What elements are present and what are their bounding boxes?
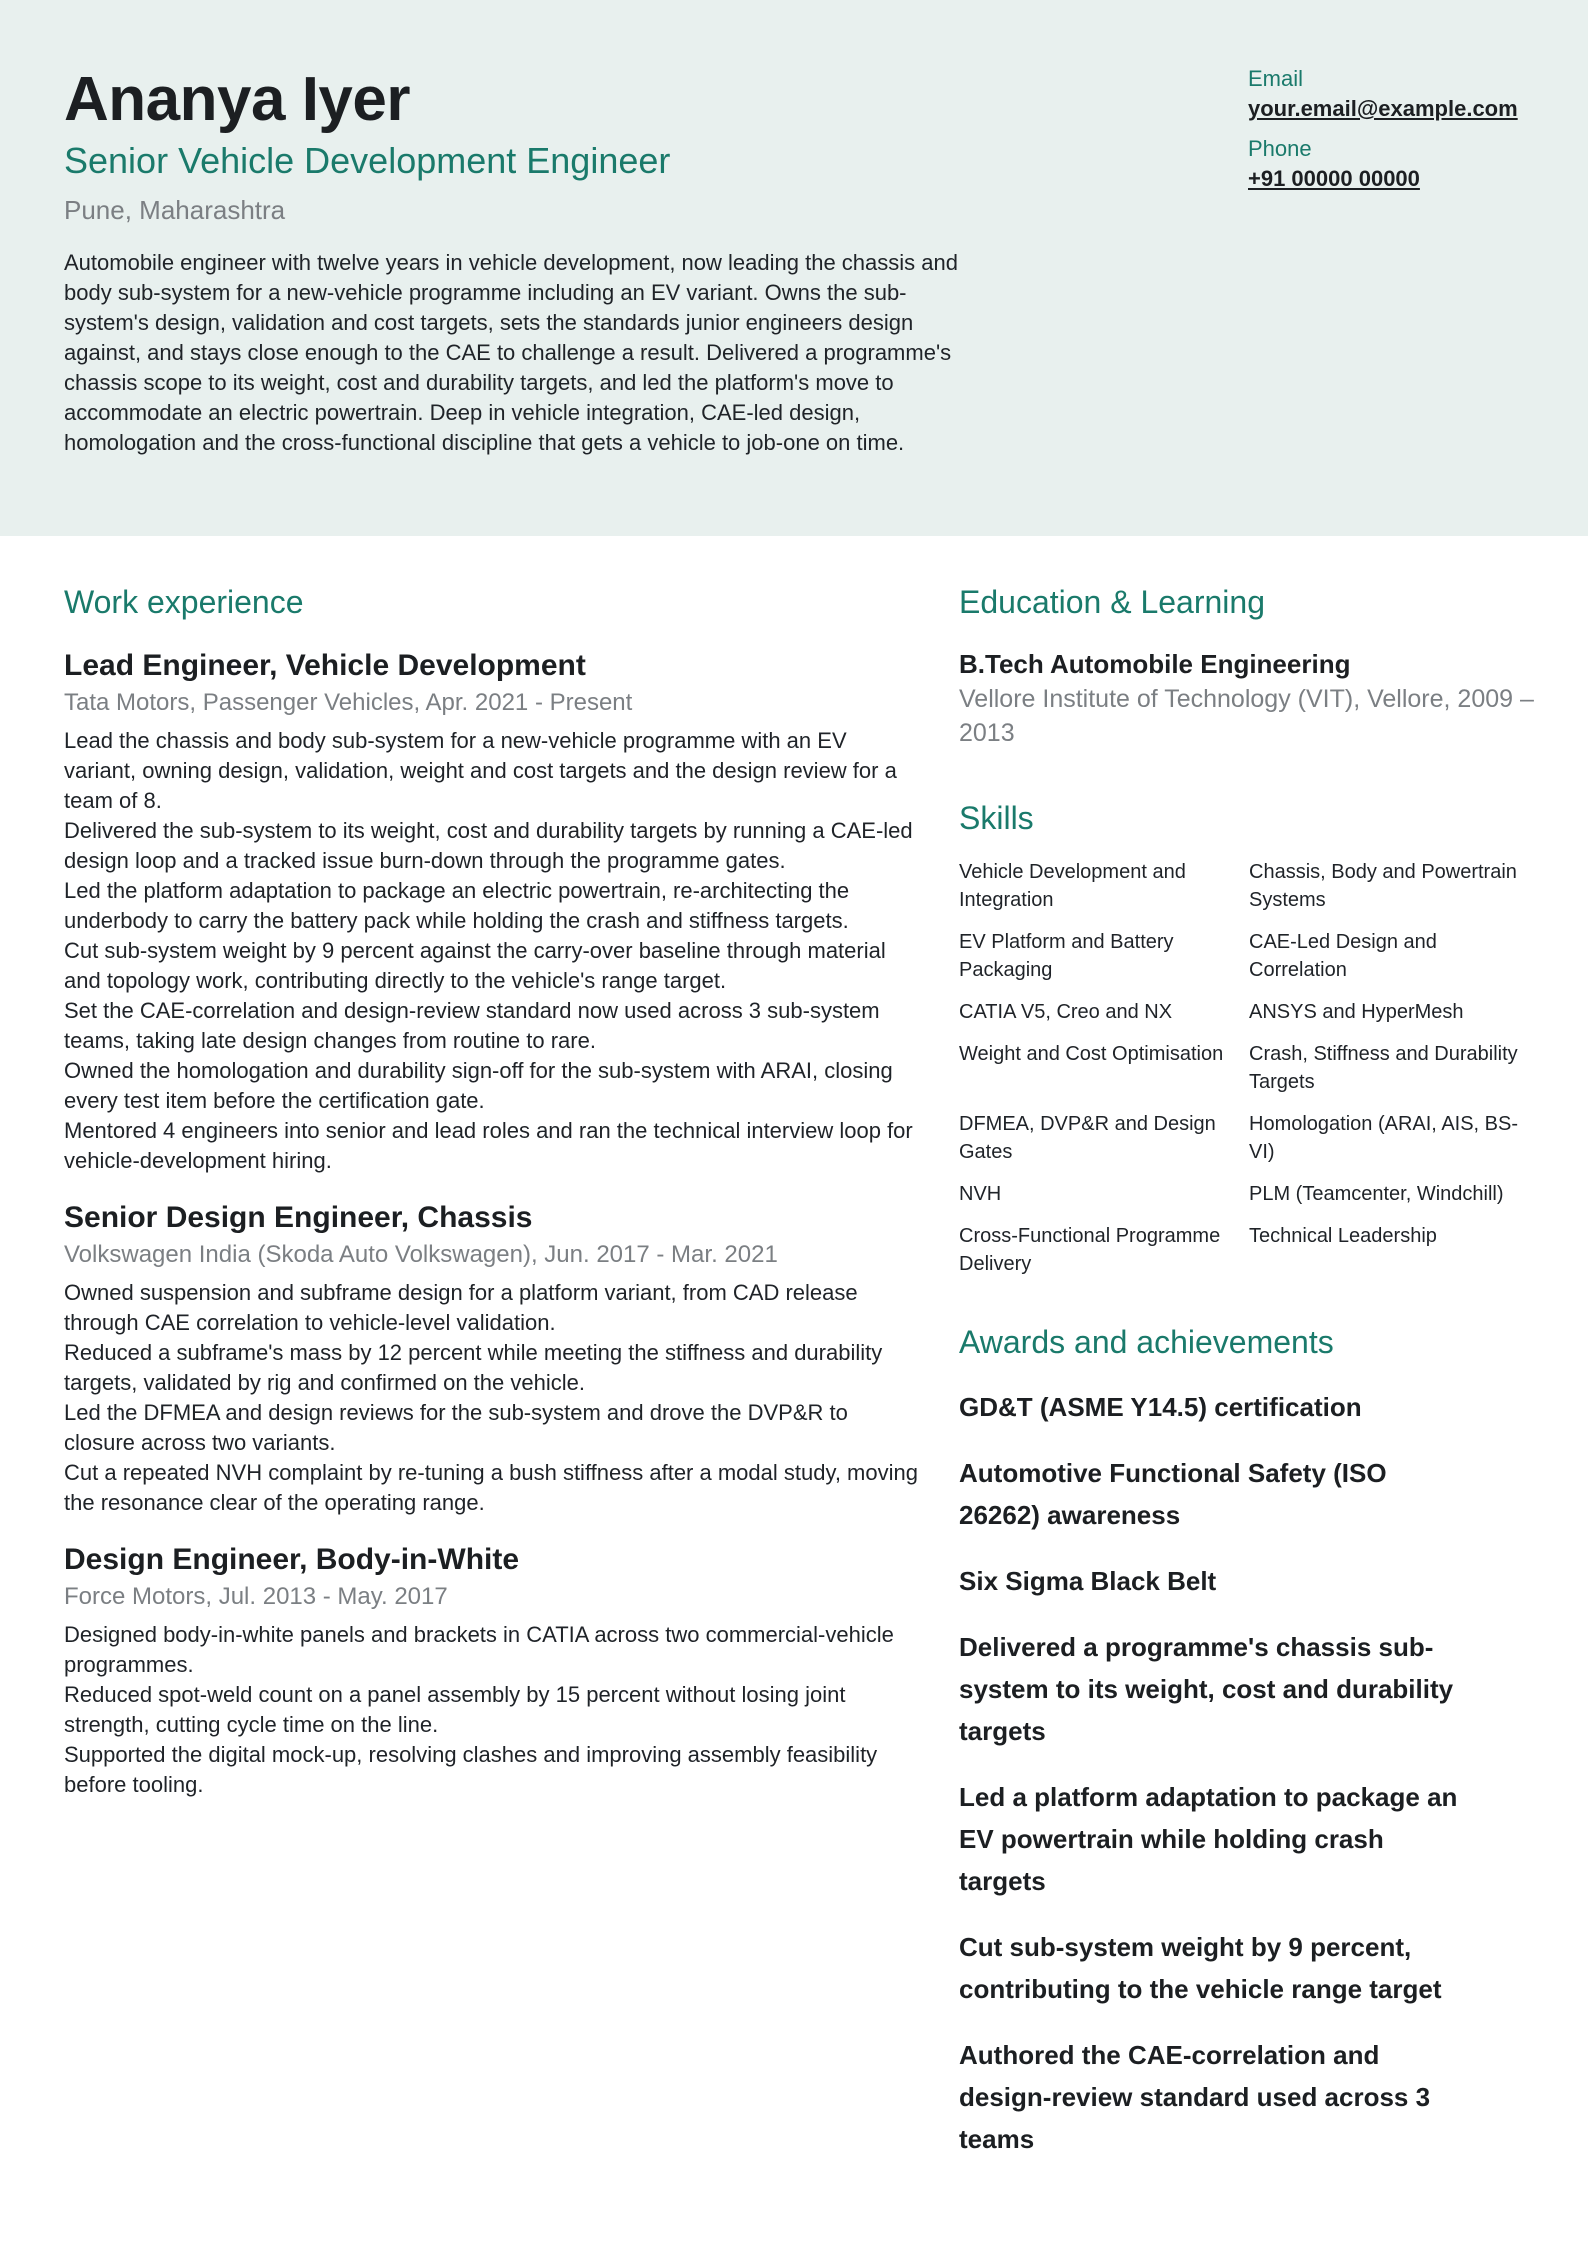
school: Vellore Institute of Technology (VIT), Vellore, 2009 – 2013 xyxy=(959,685,1534,747)
job-bullet: Cut sub-system weight by 9 percent against the carry-over baseline through material and topology work, contributing directly to the vehicle's range target. xyxy=(64,938,886,993)
job-bullet: Cut a repeated NVH complaint by re-tuning a bush stiffness after a modal study, moving the resonance clear of the operating range. xyxy=(64,1460,918,1515)
work-experience-heading: Work experience xyxy=(64,584,304,620)
job-bullet: Delivered the sub-system to its weight, cost and durability targets by running a CAE-led design loop and a tracked issue burn-down through the programme gates. xyxy=(64,818,913,873)
email-label: Email xyxy=(1248,66,1304,91)
awards-list xyxy=(959,1386,1539,2160)
skill-item: Technical Leadership xyxy=(1249,1225,1437,1247)
skill-item: EV Platform and Battery Packaging xyxy=(959,931,1174,981)
skills-heading: Skills xyxy=(959,800,1034,836)
job-role: Senior Vehicle Development Engineer xyxy=(64,140,671,181)
award-item: Automotive Functional Safety (ISO 26262) awareness xyxy=(959,1458,1387,1530)
job-bullet: Reduced a subframe's mass by 12 percent while meeting the stiffness and durability targets, validated by rig and confirmed on the vehicle. xyxy=(64,1340,883,1395)
job-bullet: Designed body-in-white panels and brackets in CATIA across two commercial-vehicle programmes. xyxy=(64,1622,894,1677)
skill-item: CAE-Led Design and Correlation xyxy=(1249,931,1437,981)
award-item: Cut sub-system weight by 9 percent, contributing to the vehicle range target xyxy=(959,1932,1442,2004)
job-entry xyxy=(64,646,924,1176)
profile-summary: Automobile engineer with twelve years in vehicle development, now leading the chassis and body sub-system for a new-vehicle programme including an EV variant. Owns the sub-system's design, validation and cost targets, sets the standards junior engineers design against, and stays close enough to the CAE to challenge a result. Delivered a programme's chassis scope to its weight, cost and durability targets, and led the platform's move to accommodate an electric powertrain. Deep in vehicle integration, CAE-led design, homologation and the cross-functional discipline that gets a vehicle to job-one on time. xyxy=(64,250,958,455)
job-bullet: Reduced spot-weld count on a panel assembly by 15 percent without losing joint strength, cutting cycle time on the line. xyxy=(64,1682,846,1737)
job-bullet: Owned suspension and subframe design for a platform variant, from CAD release through CAE correlation to vehicle-level validation. xyxy=(64,1280,858,1335)
job-title: Senior Design Engineer, Chassis xyxy=(64,1201,533,1234)
email-link[interactable]: your.email@example.com xyxy=(1248,96,1518,121)
job-bullet: Set the CAE-correlation and design-review standard now used across 3 sub-system teams, taking late design changes from routine to rare. xyxy=(64,998,880,1053)
location: Pune, Maharashtra xyxy=(64,195,286,225)
job-meta: Volkswagen India (Skoda Auto Volkswagen), Jun. 2017 - Mar. 2021 xyxy=(64,1241,778,1268)
job-bullet: Led the DFMEA and design reviews for the sub-system and drove the DVP&R to closure across two variants. xyxy=(64,1400,848,1455)
left-column xyxy=(64,580,924,1822)
phone-label: Phone xyxy=(1248,136,1312,161)
award-item: GD&T (ASME Y14.5) certification xyxy=(959,1392,1362,1422)
skill-item: Homologation (ARAI, AIS, BS-VI) xyxy=(1249,1113,1519,1163)
award-item: Delivered a programme's chassis sub-system to its weight, cost and durability targets xyxy=(959,1632,1454,1746)
degree: B.Tech Automobile Engineering xyxy=(959,649,1351,679)
skill-item: Crash, Stiffness and Durability Targets xyxy=(1249,1043,1518,1093)
skill-item: CATIA V5, Creo and NX xyxy=(959,1001,1173,1023)
job-bullet: Supported the digital mock-up, resolving clashes and improving assembly feasibility before tooling. xyxy=(64,1742,878,1797)
skill-item: Vehicle Development and Integration xyxy=(959,861,1186,911)
job-bullet: Led the platform adaptation to package an electric powertrain, re-architecting the underbody to carry the battery pack while holding the crash and stiffness targets. xyxy=(64,878,850,933)
education-entry xyxy=(959,646,1539,750)
job-entry xyxy=(64,1198,924,1518)
skill-item: Cross-Functional Programme Delivery xyxy=(959,1225,1221,1275)
job-bullet: Lead the chassis and body sub-system for a new-vehicle programme with an EV variant, owning design, validation, weight and cost targets and the design review for a team of 8. xyxy=(64,728,897,813)
job-meta: Tata Motors, Passenger Vehicles, Apr. 2021 - Present xyxy=(64,689,633,716)
education-heading: Education & Learning xyxy=(959,584,1265,620)
skill-item: NVH xyxy=(959,1183,1002,1205)
awards-heading: Awards and achievements xyxy=(959,1324,1334,1360)
skills-grid xyxy=(959,858,1539,1278)
job-title: Design Engineer, Body-in-White xyxy=(64,1543,520,1576)
job-bullet: Mentored 4 engineers into senior and lead roles and ran the technical interview loop for vehicle-development hiring. xyxy=(64,1118,913,1173)
skill-item: DFMEA, DVP&R and Design Gates xyxy=(959,1113,1216,1163)
job-meta: Force Motors, Jul. 2013 - May. 2017 xyxy=(64,1583,448,1610)
skill-item: ANSYS and HyperMesh xyxy=(1249,1001,1464,1023)
job-title: Lead Engineer, Vehicle Development xyxy=(64,649,586,682)
job-entry xyxy=(64,1540,924,1800)
header-banner xyxy=(0,0,1588,536)
right-column xyxy=(959,580,1539,2184)
award-item: Six Sigma Black Belt xyxy=(959,1566,1217,1596)
skill-item: Chassis, Body and Powertrain Systems xyxy=(1249,861,1517,911)
award-item: Led a platform adaptation to package an EV powertrain while holding crash targets xyxy=(959,1782,1458,1896)
job-bullet: Owned the homologation and durability sign-off for the sub-system with ARAI, closing every test item before the certification gate. xyxy=(64,1058,893,1113)
contact-block xyxy=(1248,64,1568,204)
award-item: Authored the CAE-correlation and design-review standard used across 3 teams xyxy=(959,2040,1431,2154)
phone-link[interactable]: +91 00000 00000 xyxy=(1248,166,1420,191)
skill-item: Weight and Cost Optimisation xyxy=(959,1043,1224,1065)
skill-item: PLM (Teamcenter, Windchill) xyxy=(1249,1183,1504,1205)
candidate-name: Ananya Iyer xyxy=(64,65,411,134)
